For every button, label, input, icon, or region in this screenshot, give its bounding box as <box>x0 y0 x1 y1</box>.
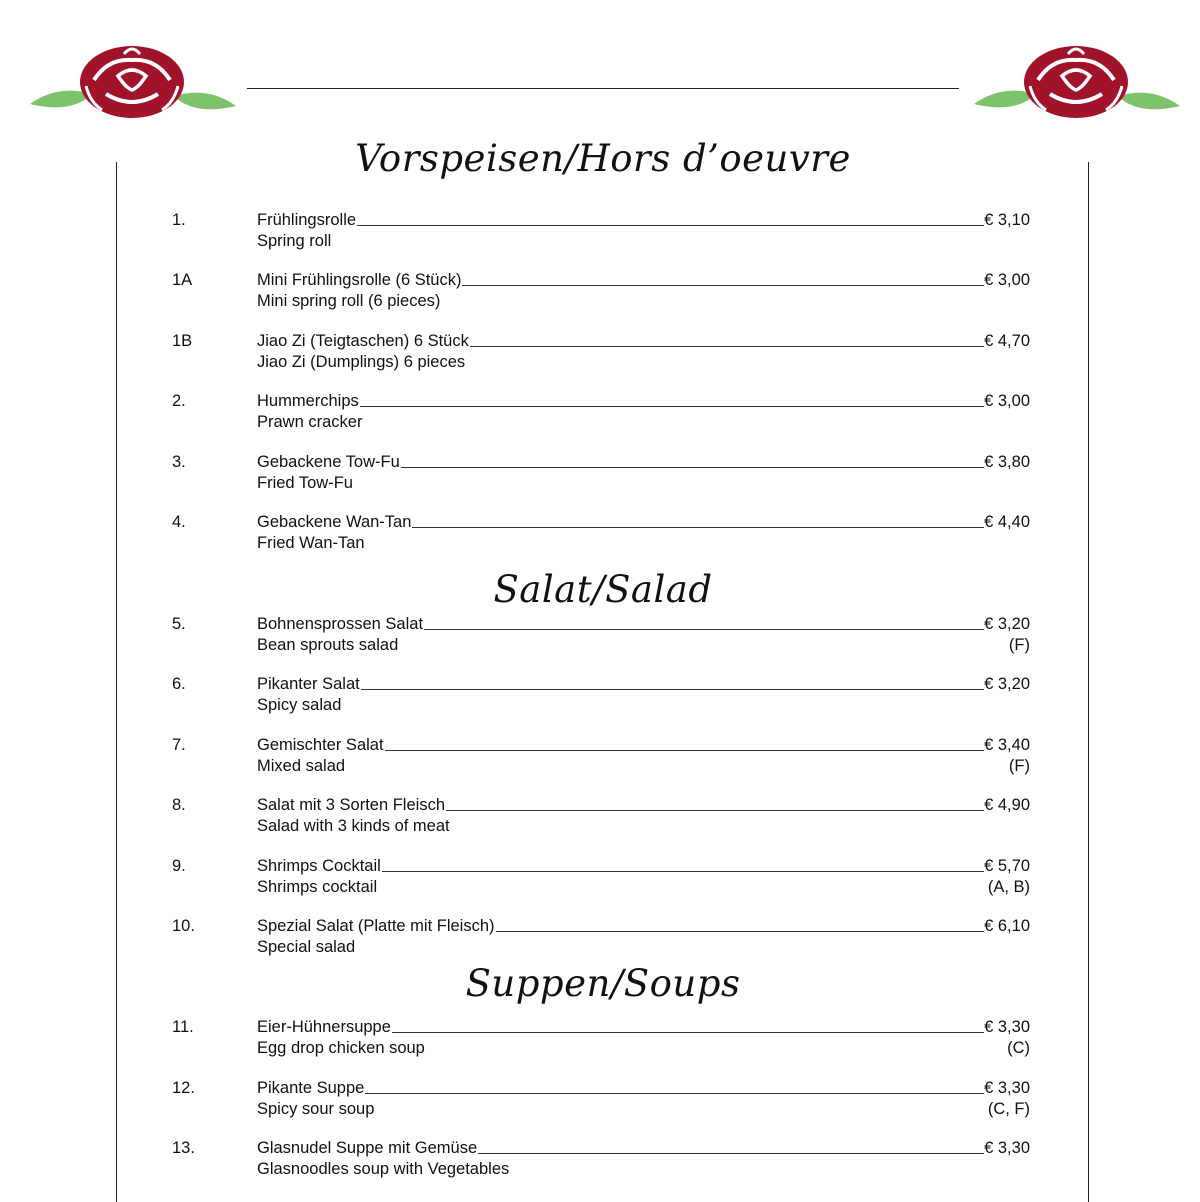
item-name-en: Mini spring roll (6 pieces) <box>257 292 441 310</box>
item-allergens: (F) <box>1008 757 1030 775</box>
dotted-leader <box>385 749 985 751</box>
item-number: 11. <box>172 1018 194 1036</box>
item-price: € 3,20 <box>984 615 1030 633</box>
item-name-en: Egg drop chicken soup <box>257 1039 425 1057</box>
left-border <box>116 162 117 1202</box>
item-name-en: Salad with 3 kinds of meat <box>257 817 450 835</box>
item-name-en: Special salad <box>257 938 356 956</box>
menu-item <box>170 1078 1030 1126</box>
item-number: 10. <box>172 917 195 935</box>
menu-item <box>170 512 1030 560</box>
dotted-leader <box>360 405 984 407</box>
dotted-leader <box>462 284 984 286</box>
menu-item <box>170 1017 1030 1065</box>
item-name-de: Pikanter Salat <box>257 675 360 693</box>
item-price: € 3,80 <box>984 453 1030 471</box>
item-name-de: Gebackene Tow-Fu <box>257 453 400 471</box>
item-price: € 3,00 <box>984 271 1030 289</box>
item-name-en: Mixed salad <box>257 757 346 775</box>
item-number: 8. <box>172 796 186 814</box>
menu-item <box>170 270 1030 318</box>
item-name-en: Fried Tow-Fu <box>257 474 353 492</box>
item-price: € 3,40 <box>984 736 1030 754</box>
dotted-leader <box>357 224 984 226</box>
header-divider <box>247 88 959 89</box>
item-price: € 3,20 <box>984 675 1030 693</box>
menu-item <box>170 916 1030 964</box>
section-title-soups: Suppen/Soups <box>465 962 741 1005</box>
item-number: 7. <box>172 736 186 754</box>
dotted-leader <box>361 688 984 690</box>
item-name-en: Jiao Zi (Dumplings) 6 pieces <box>257 353 466 371</box>
item-price: € 3,10 <box>984 211 1030 229</box>
section-title-starters: Vorspeisen/Hors d’oeuvre <box>355 137 851 180</box>
item-name-de: Hummerchips <box>257 392 359 410</box>
dotted-leader <box>392 1031 984 1033</box>
item-price: € 3,00 <box>984 392 1030 410</box>
item-price: € 4,70 <box>984 332 1030 350</box>
item-name-en: Shrimps cocktail <box>257 878 378 896</box>
item-number: 3. <box>172 453 186 471</box>
menu-item <box>170 856 1030 904</box>
menu-item <box>170 210 1030 258</box>
item-name-de: Gemischter Salat <box>257 736 384 754</box>
item-number: 5. <box>172 615 186 633</box>
menu-item <box>170 795 1030 843</box>
item-allergens: (F) <box>1008 636 1030 654</box>
item-price: € 4,90 <box>984 796 1030 814</box>
item-name-de: Gebackene Wan-Tan <box>257 513 412 531</box>
menu-item <box>170 452 1030 500</box>
item-name-de: Jiao Zi (Teigtaschen) 6 Stück <box>257 332 469 350</box>
dotted-leader <box>496 930 985 932</box>
item-number: 4. <box>172 513 186 531</box>
item-number: 1. <box>172 211 186 229</box>
dotted-leader <box>382 870 984 872</box>
item-name-en: Glasnoodles soup with Vegetables <box>257 1160 510 1178</box>
item-price: € 3,30 <box>984 1079 1030 1097</box>
item-name-en: Prawn cracker <box>257 413 363 431</box>
item-price: € 4,40 <box>984 513 1030 531</box>
item-number: 1A <box>172 271 193 289</box>
rose-icon <box>972 40 1182 130</box>
right-border <box>1088 162 1089 1202</box>
item-name-de: Shrimps Cocktail <box>257 857 381 875</box>
item-name-de: Pikante Suppe <box>257 1079 365 1097</box>
menu-item <box>170 735 1030 783</box>
item-number: 1B <box>172 332 193 350</box>
dotted-leader <box>446 809 984 811</box>
item-price: € 6,10 <box>984 917 1030 935</box>
item-number: 2. <box>172 392 186 410</box>
menu-item <box>170 391 1030 439</box>
item-name-en: Spicy salad <box>257 696 342 714</box>
menu-item <box>170 674 1030 722</box>
item-price: € 3,30 <box>984 1139 1030 1157</box>
item-name-de: Glasnudel Suppe mit Gemüse <box>257 1139 478 1157</box>
item-number: 13. <box>172 1139 195 1157</box>
menu-item <box>170 614 1030 662</box>
item-name-de: Eier-Hühnersuppe <box>257 1018 391 1036</box>
item-allergens: (A, B) <box>987 878 1030 896</box>
item-name-de: Salat mit 3 Sorten Fleisch <box>257 796 445 814</box>
item-price: € 3,30 <box>984 1018 1030 1036</box>
menu-item <box>170 331 1030 379</box>
dotted-leader <box>365 1092 984 1094</box>
item-name-de: Spezial Salat (Platte mit Fleisch) <box>257 917 495 935</box>
dotted-leader <box>412 526 984 528</box>
item-price: € 5,70 <box>984 857 1030 875</box>
item-number: 6. <box>172 675 186 693</box>
item-number: 9. <box>172 857 186 875</box>
rose-icon <box>28 40 238 130</box>
dotted-leader <box>424 628 984 630</box>
item-name-en: Spring roll <box>257 232 332 250</box>
item-name-en: Fried Wan-Tan <box>257 534 365 552</box>
item-name-de: Bohnensprossen Salat <box>257 615 424 633</box>
item-allergens: (C, F) <box>987 1100 1030 1118</box>
item-number: 12. <box>172 1079 195 1097</box>
section-title-salad: Salat/Salad <box>493 568 713 611</box>
item-name-de: Mini Frühlingsrolle (6 Stück) <box>257 271 462 289</box>
dotted-leader <box>470 345 984 347</box>
item-allergens: (C) <box>1007 1039 1030 1057</box>
item-name-en: Spicy sour soup <box>257 1100 375 1118</box>
item-name-de: Frühlingsrolle <box>257 211 357 229</box>
dotted-leader <box>401 466 984 468</box>
item-name-en: Bean sprouts salad <box>257 636 399 654</box>
menu-item <box>170 1138 1030 1186</box>
dotted-leader <box>478 1152 984 1154</box>
